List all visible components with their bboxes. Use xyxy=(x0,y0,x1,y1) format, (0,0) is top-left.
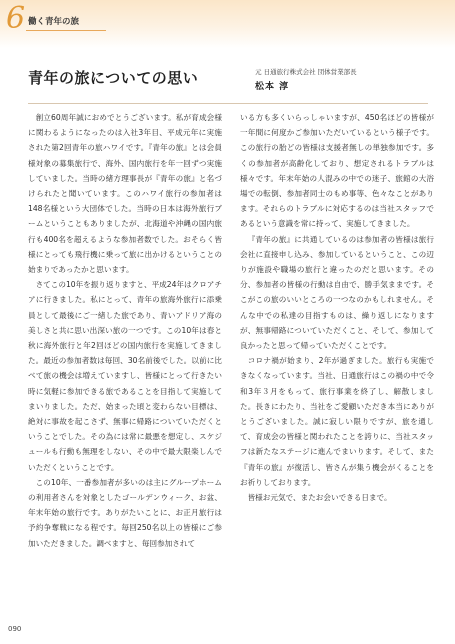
body-column-right xyxy=(240,110,434,615)
paragraph: コロナ禍が始まり、2年が過ぎました。旅行も実施できなくなっています。当社、日通旅行はこの禍の中で令和3年３月をもって、旅行事業を終了し、解散しました。長きにわたり、当社をご愛顧いただき本当にありがとうございました。誠に寂しい限りですが、旅を通して、育成会の皆様と関われたことを誇りに、当社スタッフは新たなステージに進んでまいります。そして、また『青年の旅』が復活し、皆さんが集う機会がくることをお祈りしております。 xyxy=(240,356,434,487)
chapter-title: 働く青年の旅 xyxy=(28,17,80,27)
paragraph: いる方も多くいらっしゃいますが、450名ほどの皆様が一年間に何度かご参加いただいているという様子です。この旅行の胎どの皆様は支援者無しの単独参加です。多くの参加者が高齢化しており、想定されるトラブルは様々です。年末年始の人混みの中での迷子、旅館の大浴場での転倒、参加者同士のもめ事等、色々なことがあります。それらのトラブルに対応するのは当社スタッフであるという意識を常に持って、実施してきました。 xyxy=(240,113,434,229)
page-number: 090 xyxy=(8,625,22,633)
paragraph: この10年、一番参加者が多いのは主にグループホームの利用者さんを対象としたゴールデンウィーク、お盆、年末年始の旅行です。ありがたいことに、お正月旅行は予約争奪戦になる程です。毎回250名以上の皆様にご参加いただきました。調べますと、毎回参加されて xyxy=(28,477,222,548)
author-name: 松本 淳 xyxy=(255,82,290,92)
chapter-number: 6 xyxy=(6,1,26,36)
body-column-left xyxy=(28,110,222,615)
author-affiliation: 元 日通旅行株式会社 団体営業部長 xyxy=(255,68,357,76)
paragraph: 『青年の旅』に共通しているのは参加者の皆様は旅行会社に直接申し込み、参加しているということ、この辺りが施設や職場の旅行と違ったのだと思います。その分、参加者の皆様の行動は自由で、勝手気ままです。そこがこの旅のいいところの一つなのかもしれません。そんな中での私達の目指すものは、繰り返しになりますが、無事帰路についていただくこと、そして、参加して良かったと思って帰っていただくことです。 xyxy=(240,234,434,351)
paragraph: 創立60周年誠におめでとうございます。私が育成会様に関わるようになったのは入社3年目、平成元年に実施された第2回青年の旅ハワイです。『青年の旅』とは会員様対象の募集旅行で、海外、国内旅行を年一回ずつ実施していました。当時の緒方理事長が『青年の旅』と名づけられたと聞いています。このハワイ旅行の参加者は148名様という大団体でした。当時の日本は海外旅行ブームということもありましたが、北海道や沖縄の国内旅行も400名を超えるような参加者数でした。おそらく皆様にとっても飛行機に乗って旅に出かけるということの始まりであったかと思います。 xyxy=(28,113,222,275)
chapter-underline xyxy=(26,30,106,31)
article-title: 青年の旅についての思い xyxy=(28,69,199,87)
paragraph: さてこの10年を振り返りますと、平成24年はクロアチアに行きました。私にとって、青年の旅海外旅行に添乗員として最後にご一緒した旅であり、青いアドリア海の美しさと共に思い出深い旅の一つです。この10年は春と秋に海外旅行と年2回ほどの国内旅行を実施してきました。最近の参加者数は毎回、30名前後でした。以前に比べて旅の機会は増えていますし、皆様にとって行きたい時に気軽に参加できる旅であることを目指して実施してまいりました。ただ、始まった頃と変わらない目標は、絶対に事故を起こさず、無事に帰路についていただくということでした。その為には常に最悪を想定し、スケジュールも行動も無理をしない、その中で最大限楽しんでいただくということです。 xyxy=(28,280,222,472)
title-divider xyxy=(28,103,428,104)
paragraph: 皆様お元気で、またお会いできる日まで。 xyxy=(247,493,392,503)
